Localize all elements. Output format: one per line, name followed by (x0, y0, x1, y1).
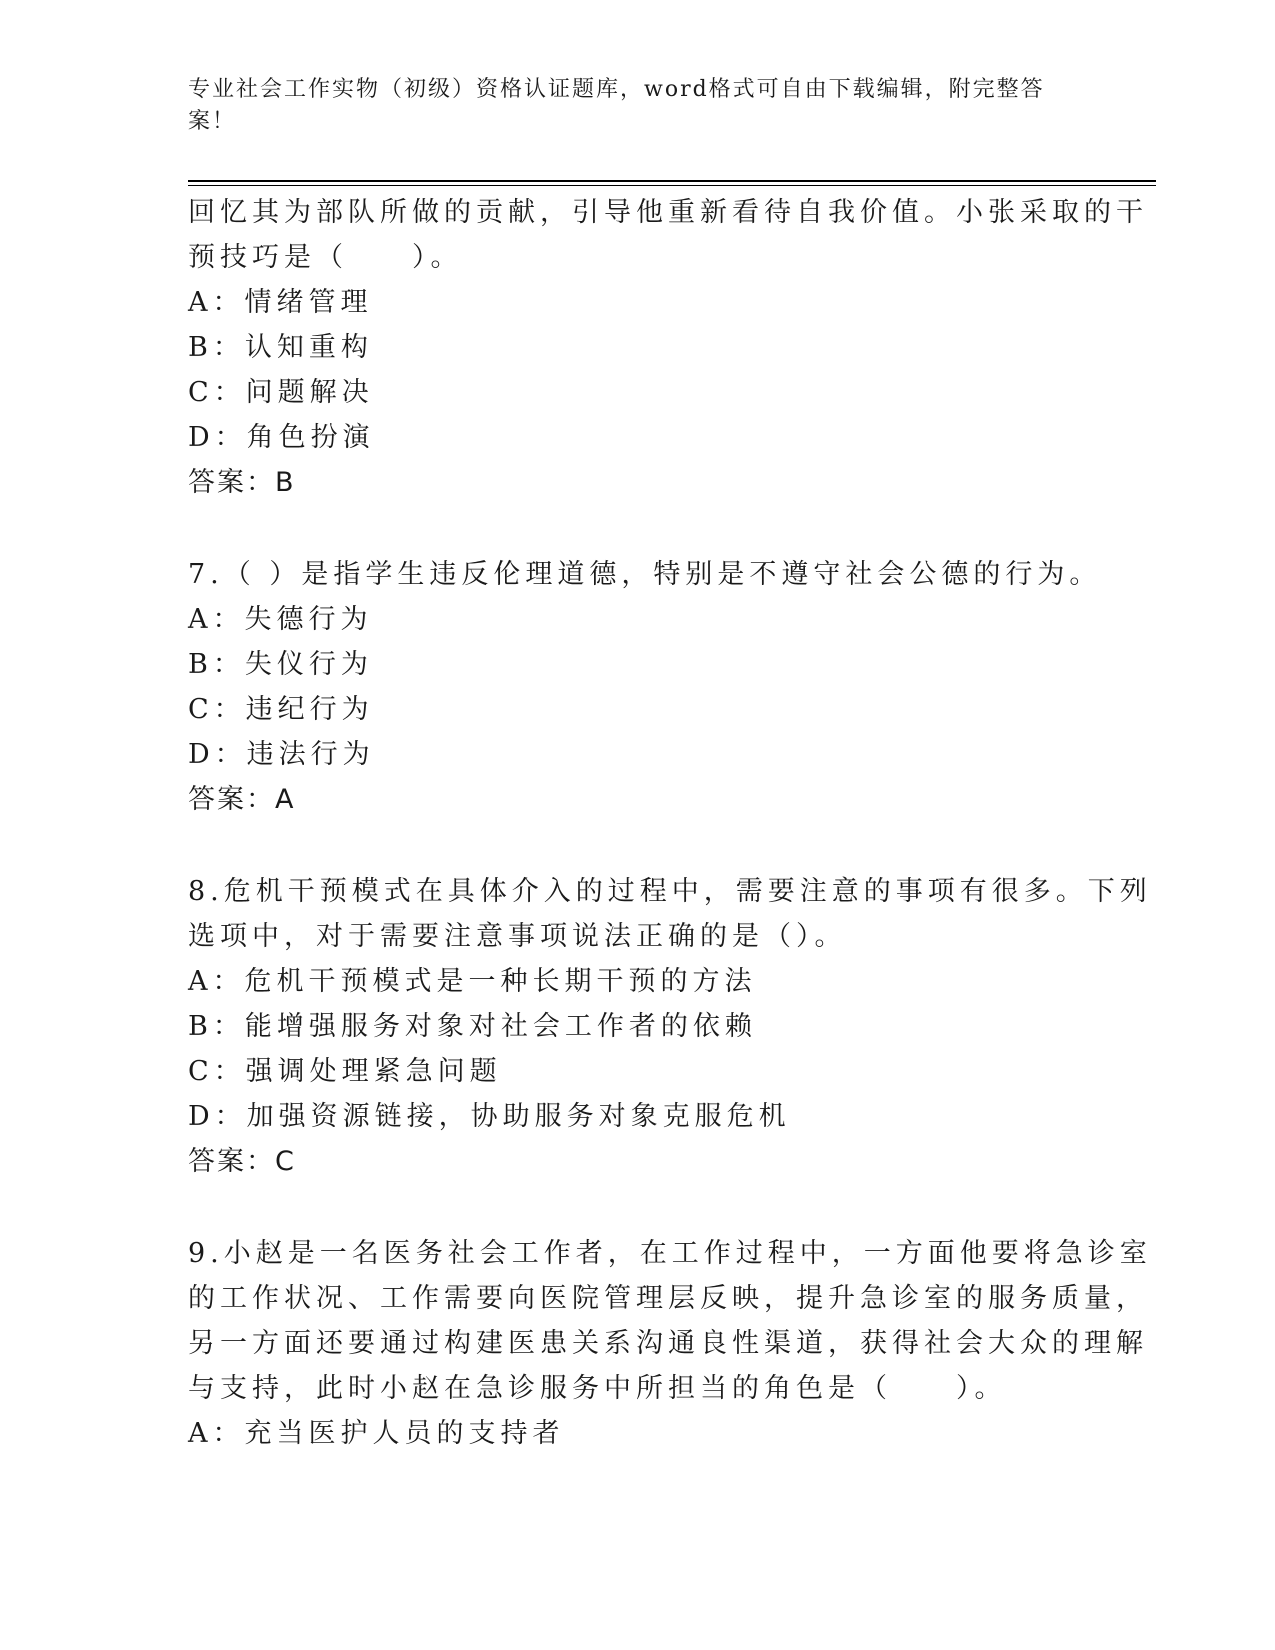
option-c: C：强调处理紧急问题 (188, 1056, 502, 1087)
option-a: A：充当医护人员的支持者 (188, 1418, 565, 1449)
option-c: C：违纪行为 (188, 694, 374, 725)
answer-line: 答案：C (188, 1146, 296, 1177)
spacer (188, 1184, 1088, 1231)
option-b: B：能增强服务对象对社会工作者的依赖 (188, 1011, 757, 1042)
question-9 (188, 1231, 1152, 1456)
option-c: C：问题解决 (188, 377, 374, 408)
question-text-line: 的工作状况、工作需要向医院管理层反映，提升急诊室的服务质量， (188, 1283, 1148, 1314)
question-text-line: 7.（ ）是指学生违反伦理道德，特别是不遵守社会公德的行为。 (188, 559, 1102, 590)
question-text-line: 选项中，对于需要注意事项说法正确的是（）。 (188, 921, 847, 952)
header-divider (188, 180, 1156, 186)
question-text-line: 与支持，此时小赵在急诊服务中所担当的角色是（ ）。 (188, 1373, 1007, 1404)
spacer (188, 822, 1088, 869)
option-d: D：违法行为 (188, 739, 375, 770)
question-6-continued (188, 190, 1148, 505)
question-7 (188, 552, 1102, 822)
option-d: D：加强资源链接，协助服务对象克服危机 (188, 1101, 791, 1132)
question-8 (188, 869, 1152, 1184)
header-line-2: 案！ (188, 109, 237, 134)
option-d: D：角色扮演 (188, 422, 375, 453)
option-a: A：失德行为 (188, 604, 373, 635)
answer-line: 答案：B (188, 467, 296, 498)
option-b: B：认知重构 (188, 332, 373, 363)
answer-line: 答案：A (188, 784, 296, 815)
option-b: B：失仪行为 (188, 649, 373, 680)
question-text-line: 9.小赵是一名医务社会工作者，在工作过程中，一方面他要将急诊室 (188, 1238, 1152, 1269)
question-text-line: 另一方面还要通过构建医患关系沟通良性渠道，获得社会大众的理解 (188, 1328, 1148, 1359)
question-text-line: 回忆其为部队所做的贡献，引导他重新看待自我价值。小张采取的干 (188, 197, 1148, 228)
question-content (188, 190, 1152, 1456)
option-a: A：情绪管理 (188, 287, 373, 318)
page-header (188, 74, 1068, 138)
spacer (188, 505, 1088, 552)
question-text-line: 8.危机干预模式在具体介入的过程中，需要注意的事项有很多。下列 (188, 876, 1152, 907)
header-line-1: 专业社会工作实物（初级）资格认证题库，word格式可自由下载编辑，附完整答 (188, 77, 1045, 102)
question-text-line: 预技巧是（ ）。 (188, 242, 463, 273)
option-a: A：危机干预模式是一种长期干预的方法 (188, 966, 757, 997)
